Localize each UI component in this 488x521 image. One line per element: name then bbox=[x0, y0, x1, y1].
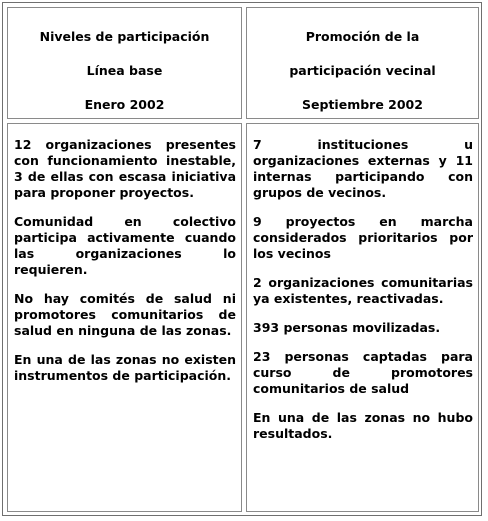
paragraph: 23 personas captadas para curso de promotores comunitarios de salud bbox=[253, 349, 473, 396]
comparison-table bbox=[2, 2, 482, 516]
header-cell-promotion bbox=[246, 7, 479, 119]
header-line: Niveles de participación bbox=[39, 29, 210, 44]
header-line: Enero 2002 bbox=[84, 97, 165, 112]
paragraph: 7 instituciones u organizaciones externas y 11 internas participando con grupos de vecinos. bbox=[253, 137, 473, 200]
paragraph: En una de las zonas no hubo resultados. bbox=[253, 410, 473, 441]
header-line: Línea base bbox=[86, 63, 163, 78]
paragraph: En una de las zonas no existen instrumentos de participación. bbox=[14, 352, 236, 383]
paragraph: Comunidad en colectivo participa activamente cuando las organizaciones lo requieren. bbox=[14, 214, 236, 277]
header-line: Promoción de la bbox=[305, 29, 420, 44]
body-cell-promotion bbox=[246, 123, 479, 512]
body-cell-baseline bbox=[7, 123, 242, 512]
paragraph: 393 personas movilizadas. bbox=[253, 320, 441, 335]
paragraph: 9 proyectos en marcha considerados prioritarios por los vecinos bbox=[253, 214, 473, 261]
header-promotion bbox=[247, 8, 478, 113]
header-line: participación vecinal bbox=[289, 63, 436, 78]
paragraph: 2 organizaciones comunitarias ya existentes, reactivadas. bbox=[253, 275, 473, 306]
header-cell-baseline bbox=[7, 7, 242, 119]
paragraph: 12 organizaciones presentes con funcionamiento inestable, 3 de ellas con escasa iniciativa para proponer proyectos. bbox=[14, 137, 236, 200]
header-line: Septiembre 2002 bbox=[302, 97, 423, 112]
promotion-paragraphs bbox=[247, 124, 478, 442]
header-baseline bbox=[8, 8, 241, 113]
baseline-paragraphs bbox=[8, 124, 241, 384]
paragraph: No hay comités de salud ni promotores comunitarios de salud en ninguna de las zonas. bbox=[14, 291, 236, 338]
